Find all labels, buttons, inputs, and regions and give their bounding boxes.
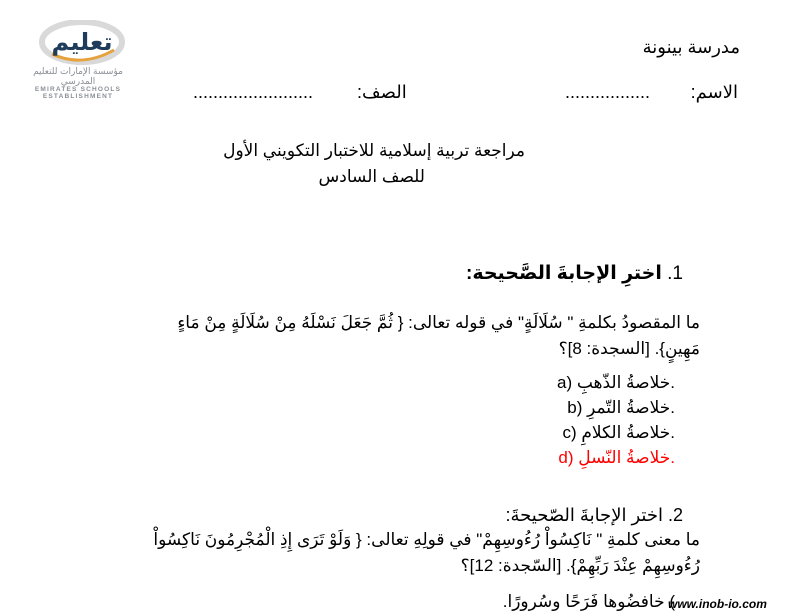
logo-english-line1: EMIRATES SCHOOLS	[34, 86, 122, 93]
option-letter: b)	[567, 398, 583, 417]
emirates-schools-logo	[22, 20, 134, 100]
option-letter: a)	[556, 373, 573, 392]
option-letter: c)	[562, 423, 577, 442]
logo-mark-icon	[22, 20, 134, 66]
question1-option-c	[562, 423, 675, 443]
question2-text-line1: ما معنى كلمةِ " نَاكِسُواْ رُءُوسِهِمْ" في قولِهِ تعالى: { وَلَوْ تَرَى إِذِ الْمُجْرِمُونَ نَاكِسُواْ	[153, 530, 700, 549]
name-label: الاسم:	[690, 82, 738, 102]
logo-english-line2: ESTABLISHMENT	[42, 93, 114, 100]
class-field-dots: ........................	[193, 82, 314, 102]
option-text: خلاصةُ الذّهبِ.	[576, 373, 675, 392]
question1-option-b	[567, 398, 675, 418]
question1-heading-text: اخترِ الإجابةَ الصَّحيحة:	[466, 263, 662, 284]
question2-heading	[506, 505, 684, 526]
option-text: خلاصةُ الكلامِ.	[581, 423, 675, 442]
option-text: خلاصةُ النّسلِ.	[578, 448, 675, 467]
class-label: الصف:	[357, 82, 407, 102]
logo-word: تعليم	[51, 28, 113, 56]
question2-number: 2.	[667, 505, 683, 525]
name-field-dots: .................	[565, 82, 651, 102]
worksheet-title: مراجعة تربية إسلامية للاختبار التكويني الأول	[223, 141, 525, 160]
question1-option-a	[557, 373, 675, 393]
question2-heading-text: اختر الإجابةَ الصّحيحةَ:	[505, 505, 663, 525]
question1-text-line1: ما المقصودُ بكلمةِ " سُلَالَةٍ" في قوله تعالى: { ثُمَّ جَعَلَ نَسْلَهُ مِنْ سُلَالَةٍ مِنْ مَاءٍ	[177, 313, 700, 332]
logo-arabic-org: مؤسسة الإمارات للتعليم المدرسي	[33, 66, 123, 86]
school-name: مدرسة بينونة	[642, 37, 740, 57]
question1-number: 1.	[667, 263, 683, 284]
question1-option-d-correct	[558, 448, 675, 468]
option-letter: d)	[558, 448, 574, 467]
question2-option-partial: ) خافضُوها فَرَحًا وسُرورًا.	[502, 592, 675, 611]
question1-heading	[466, 262, 683, 285]
site-watermark: www.inob-io.com	[668, 597, 767, 611]
option-text: خلاصةُ التّمرِ.	[587, 398, 675, 417]
worksheet-subtitle: للصف السادس	[318, 167, 425, 186]
question2-text-line2: رُءُوسِهِمْ عِنْدَ رَبِّهِمْ}. [السّجدة: 12]؟	[460, 556, 700, 575]
question1-text-line2: مَهِينٍ}. [السجدة: 8]؟	[558, 339, 700, 358]
